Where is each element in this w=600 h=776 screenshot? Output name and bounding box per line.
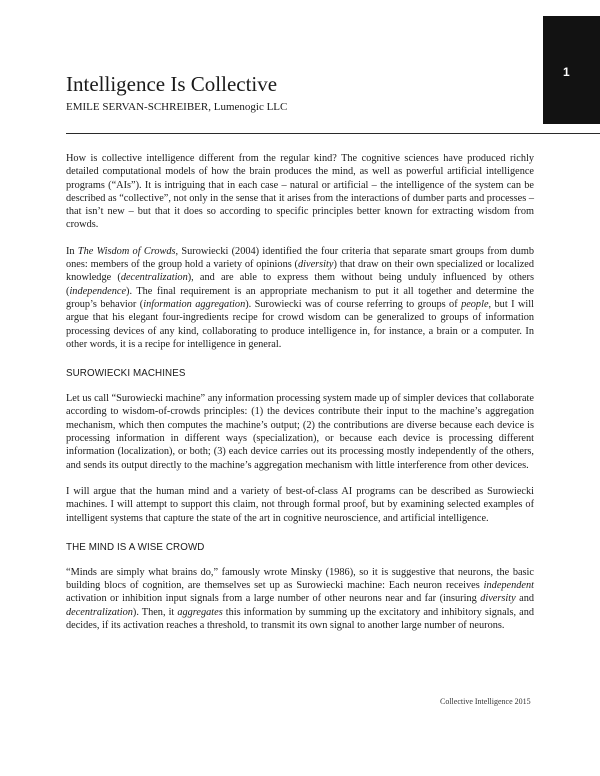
term-information-aggregation: information aggregation (143, 298, 246, 310)
term-independent: independent (483, 580, 534, 592)
header-divider (66, 133, 600, 134)
section-heading-mind-wise-crowd: THE MIND IS A WISE CROWD (66, 541, 205, 553)
paper-title: Intelligence Is Collective (66, 72, 278, 96)
neurons-paragraph (66, 566, 534, 632)
surowiecki-machine-paragraph: Let us call “Surowiecki machine” any information processing system made up of simpler devices that collaborate according to wisdom-of-crowds principles: (1) the devices contribute their input to the machine’s aggregation mechanism, which then computes the machine’s output; (2) the contributions are diverse because each device is processing information in different ways (specialization), or because each device is processing different information (localization), or both; (3) each device carries out its processing mostly independently of the others, and sends its output directly to the machine’s aggregation mechanism with little interference from other devices. (66, 393, 534, 471)
page-number: 1 (563, 65, 570, 79)
term-decentralization: decentralization (120, 272, 188, 284)
term-decentralization: decentralization (66, 606, 133, 618)
text-run: ). Surowiecki was of course referring to groups of (245, 298, 462, 310)
text-run: and (515, 593, 534, 605)
term-aggregates: aggregates (177, 606, 223, 618)
wisdom-of-crowds-paragraph (66, 245, 534, 351)
page-number-tab (543, 16, 600, 124)
text-run: ). The final requirement is an appropriate mechanism to put it all together and determine the group’s behavior ( (66, 285, 534, 310)
text-run: In (66, 245, 78, 257)
paper-body (66, 152, 534, 632)
text-run: ), and are able to express them without being unduly influenced by others ( (66, 272, 534, 297)
term-diversity: diversity (480, 593, 516, 605)
term-diversity: diversity (298, 259, 334, 271)
text-run: ) that draw on their own specialized or localized knowledge ( (66, 259, 535, 284)
text-run: “Minds are simply what brains do,” famously wrote Minsky (1986), so it is suggestive that neurons, the basic building blocs of cognition, are themselves set up as Surowiecki machine: Each neuron receives (66, 566, 534, 592)
text-run: , Surowiecki (2004) identified the four criteria that separate smart groups from dumb ones: members of the group hold a variety of opinions ( (66, 245, 535, 271)
term-independence: independence (69, 285, 127, 297)
text-run: , but I will argue that his elegant four-ingredients recipe for crowd wisdom can be generalized to groups of information processing devices of any kind, collaborating to produce intelligence in, for instance, a brain or a computer. In other words, it is a recipe for intelligence in general. (66, 298, 534, 350)
argument-paragraph: I will argue that the human mind and a variety of best-of-class AI programs can be described as Surowiecki machines. I will attempt to support this claim, not through formal proof, but by examining selected examples of intelligent systems that capture the state of the art in cognitive neuroscience, and artificial intelligence. (66, 485, 534, 524)
footer-venue: Collective Intelligence 2015 (440, 697, 531, 706)
section-heading-surowiecki-machines: SUROWIECKI MACHINES (66, 368, 186, 380)
intro-paragraph: How is collective intelligence different from the regular kind? The cognitive sciences have produced richly detailed computational models of how the brain produces the mind, as well as powerful artificial intelligence programs (“AIs”). It is intriguing that in each case – natural or artificial – the intelligence of the system can be described as “collective”, not only in the sense that it arises from the interactions of dumber parts and processes – that isn’t new – but that it does so according to specific principles better known for extracting wisdom from crowds. (66, 153, 534, 231)
book-title: The Wisdom of Crowds (77, 245, 176, 257)
text-run: ). Then, it (132, 606, 178, 618)
term-people: people (461, 298, 489, 310)
text-run: this information by summing up the excitatory and inhibitory signals, and decides, if its activation reaches a threshold, to transmit its own signal to another large number of neurons. (66, 606, 534, 632)
text-run: activation or inhibition input signals from a large number of other neurons near and far (insuring (66, 593, 481, 605)
author-line: EMILE SERVAN-SCHREIBER, Lumenogic LLC (66, 101, 288, 113)
